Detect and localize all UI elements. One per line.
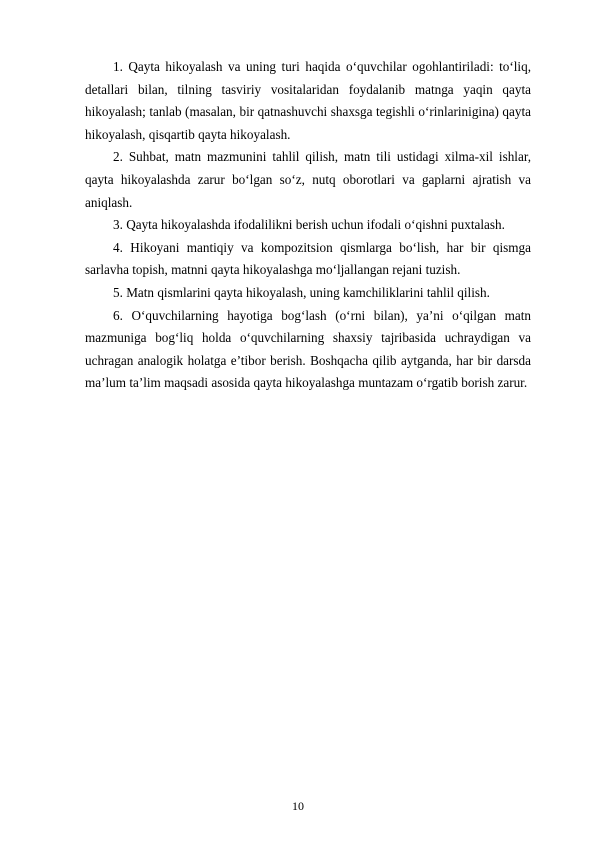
paragraph-5: 5. Matn qismlarini qayta hikoyalash, uning kamchiliklarini tahlil qilish. [113, 284, 490, 300]
document-body [85, 56, 531, 395]
page-number: 10 [292, 799, 304, 813]
paragraph-1: 1. Qayta hikoyalash va uning turi haqida o‘quvchilar ogohlantiriladi: to‘liq, detallari bilan, tilning tasviriy vositalaridan foydalanib matnga yaqin qayta hikoyalash; tanlab (masalan, bir qatnashuvchi shaxsga tegishli o‘rinlarinigina) qayta hikoyalash, qisqartib qayta hikoyalash. [85, 59, 531, 142]
paragraph-2: 2. Suhbat, matn mazmunini tahlil qilish, matn tili ustidagi xilma-xil ishlar, qayta hikoyalashda zarur bo‘lgan so‘z, nutq oborotlari va gaplarni ajratish va aniqlash. [85, 149, 531, 210]
paragraph-3: 3. Qayta hikoyalashda ifodalilikni berish uchun ifodali o‘qishni puxtalash. [113, 217, 505, 233]
paragraph-4: 4. Hikoyani mantiqiy va kompozitsion qismlarga bo‘lish, har bir qismga sarlavha topish, matnni qayta hikoyalashga mo‘ljallangan rejani tuzish. [85, 239, 531, 278]
paragraph-6: 6. O‘quvchilarning hayotiga bog‘lash (o‘rni bilan), ya’ni o‘qilgan matn mazmuniga bog‘liq holda o‘quvchilarning shaxsiy tajribasida uchraydigan va uchragan analogik holatga e’tibor berish. Boshqacha qilib aytganda, har bir darsda ma’lum ta’lim maqsadi asosida qayta hikoyalashga muntazam o‘rgatib borish zarur. [85, 307, 531, 391]
